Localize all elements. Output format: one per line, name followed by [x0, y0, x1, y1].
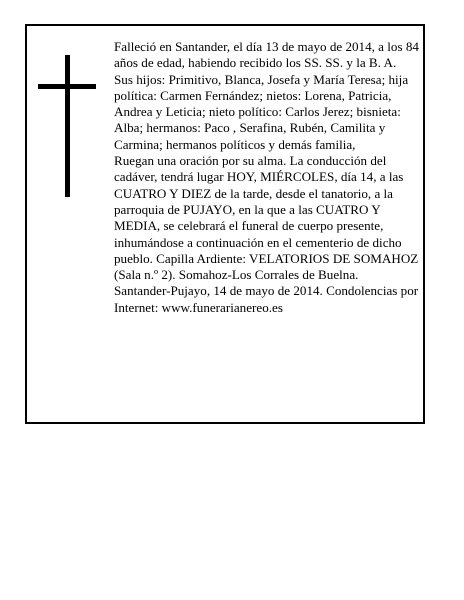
funeral-details-paragraph: Ruegan una oración por su alma. La conducción del cadáver, tendrá lugar HOY, MIÉRCOLES, día 14, a las CUATRO Y DIEZ de la tarde, desde el tanatorio, a la parroquia de PUJAYO, en la que a las CUATRO Y MEDIA, se celebrará el funeral de cuerpo presente, inhumándose a continuación en el cementerio de dicho pueblo. Capilla Ardiente: VELATORIOS DE SOMAHOZ (Sala n.º 2). Somahoz-Los Corrales de Buelna. [114, 153, 419, 283]
latin-cross-icon [38, 55, 96, 197]
death-announcement-paragraph: Falleció en Santander, el día 13 de mayo de 2014, a los 84 años de edad, habiendo recibido los SS. SS. y la B. A. [114, 39, 419, 71]
closing-paragraph: Santander-Pujayo, 14 de mayo de 2014. Condolencias por Internet: www.funerarianereo.es [114, 283, 419, 315]
cross-horizontal-bar [38, 84, 96, 89]
cross-vertical-bar [65, 55, 70, 197]
obituary-text [114, 39, 420, 316]
family-paragraph: Sus hijos: Primitivo, Blanca, Josefa y María Teresa; hija política: Carmen Fernández; nietos: Lorena, Patricia, Andrea y Leticia; nieto político: Carlos Jerez; bisnieta: Alba; hermanos: Paco , Serafina, Rubén, Camilita y Carmina; hermanos políticos y demás familia, [114, 71, 409, 152]
